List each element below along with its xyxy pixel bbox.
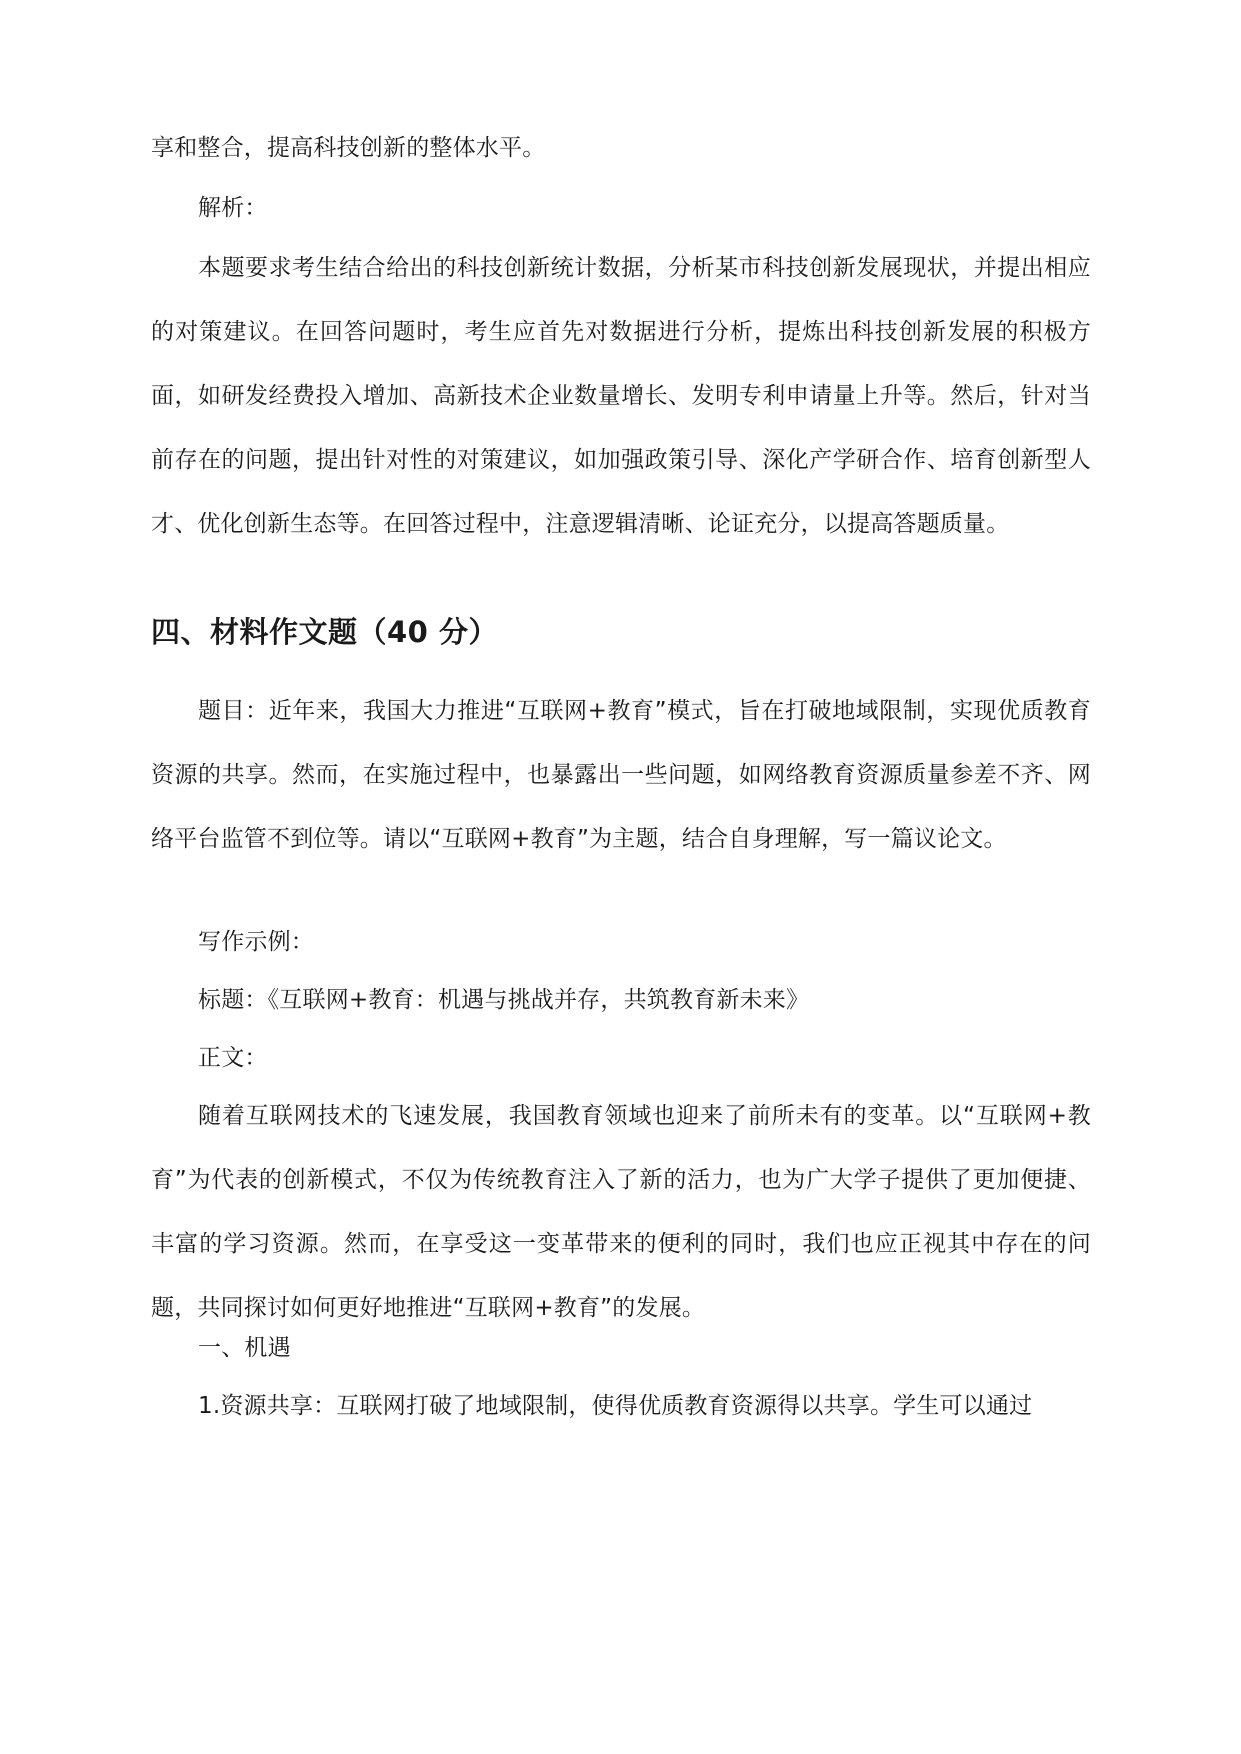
essay-title: 标题：《互联网+教育：机遇与挑战并存，共筑教育新未来》 <box>198 987 810 1013</box>
analysis-label: 解析： <box>198 195 268 221</box>
analysis-paragraph: 本题要求考生结合给出的科技创新统计数据，分析某市科技创新发展现状，并提出相应的对策建议。在回答问题时，考生应首先对数据进行分析，提炼出科技创新发展的积极方面，如研发经费投入增加、高新技术企业数量增长、发明专利申请量上升等。然后，针对当前存在的问题，提出针对性的对策建议，如加强政策引导、深化产学研合作、培育创新型人才、优化创新生态等。在回答过程中，注意逻辑清晰、论证充分，以提高答题质量。 <box>151 255 1091 537</box>
point-resource-sharing: 1.资源共享：互联网打破了地域限制，使得优质教育资源得以共享。学生可以通过 <box>198 1393 1033 1419</box>
question-paragraph: 题目：近年来，我国大力推进“互联网+教育”模式，旨在打破地域限制，实现优质教育资源的共享。然而，在实施过程中，也暴露出一些问题，如网络教育资源质量参差不齐、网络平台监管不到位等。请以“互联网+教育”为主题，结合自身理解，写一篇议论文。 <box>151 698 1091 852</box>
body-label: 正文： <box>198 1045 268 1071</box>
paragraph-continuation: 享和整合，提高科技创新的整体水平。 <box>151 135 546 161</box>
example-label: 写作示例： <box>198 929 314 955</box>
subsection-heading-opportunities: 一、机遇 <box>198 1335 291 1361</box>
section-heading: 四、材料作文题（40 分） <box>151 615 498 649</box>
essay-intro-paragraph: 随着互联网技术的飞速发展，我国教育领域也迎来了前所未有的变革。以“互联网+教育”为代表的创新模式，不仅为传统教育注入了新的活力，也为广大学子提供了更加便捷、丰富的学习资源。然而，在享受这一变革带来的便利的同时，我们也应正视其中存在的问题，共同探讨如何更好地推进“互联网+教育”的发展。 <box>151 1103 1091 1321</box>
